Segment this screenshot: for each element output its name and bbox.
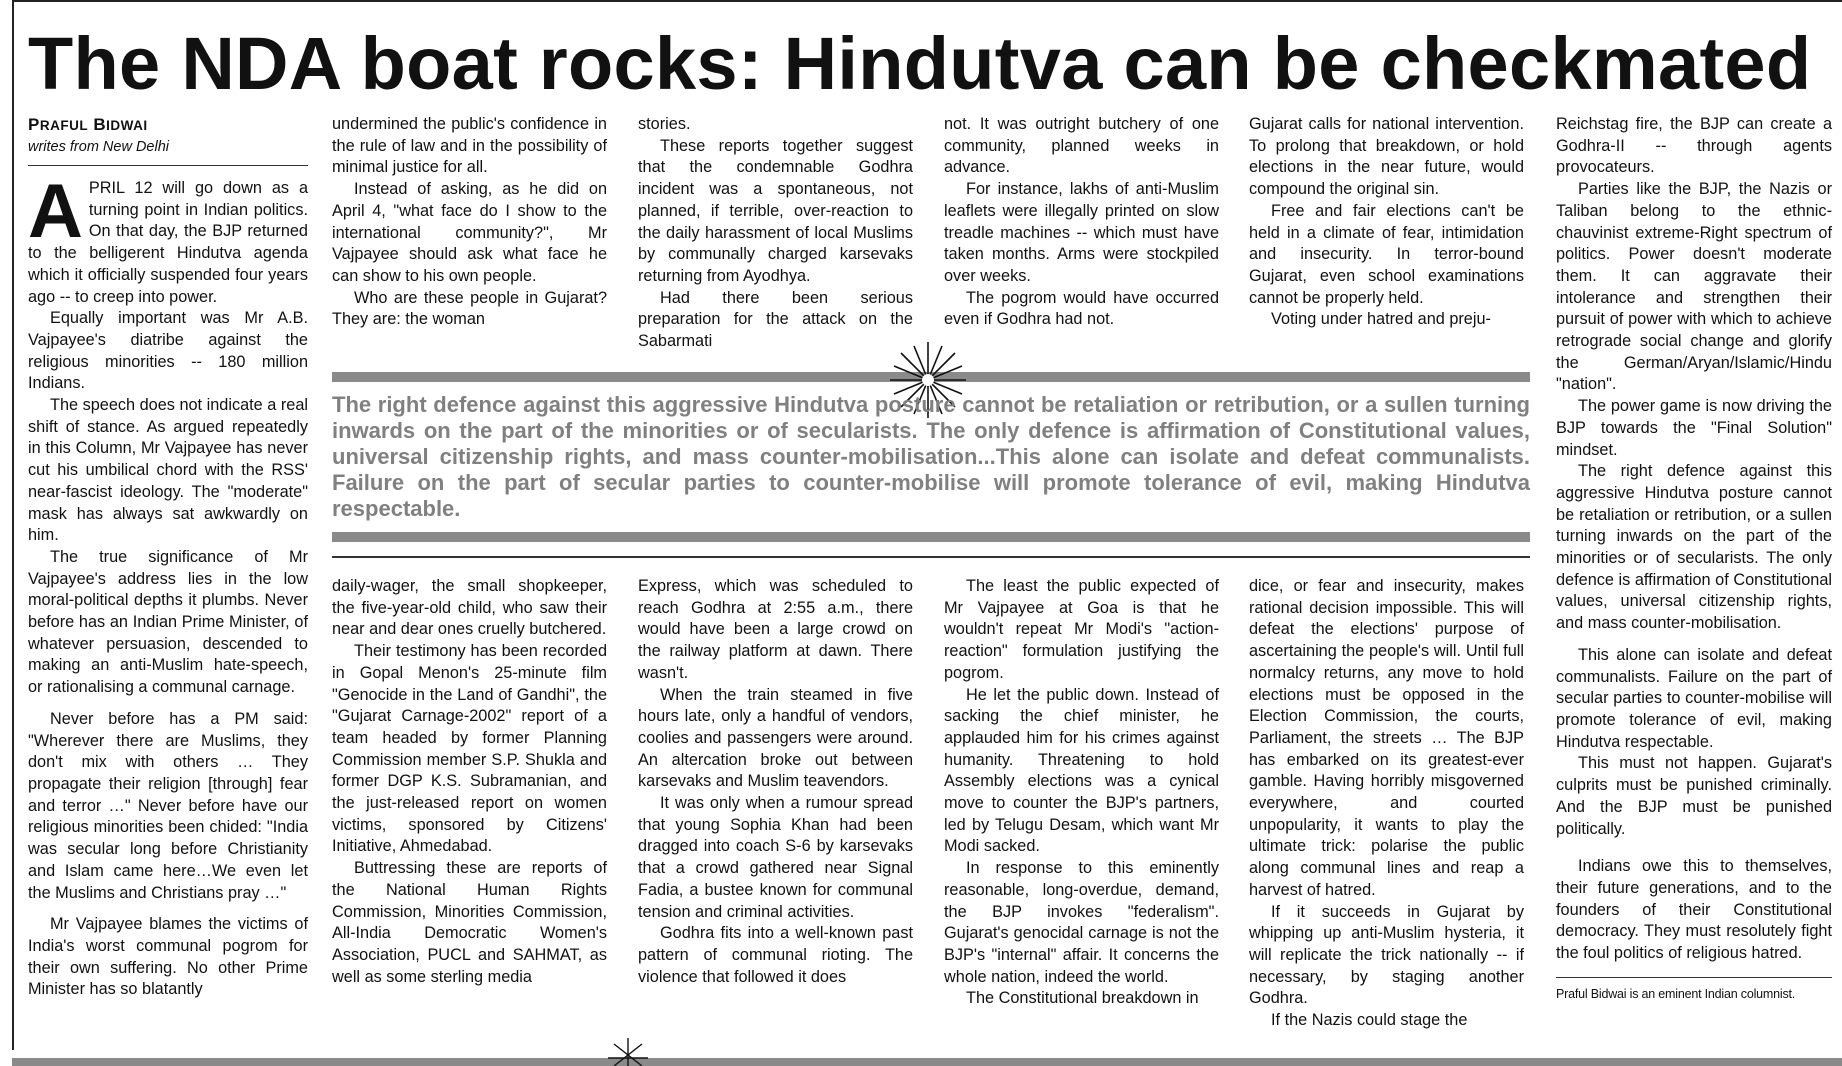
article-paragraph: not. It was outright butchery of one community, planned weeks in advance. [944,115,1219,177]
article-paragraph: Express, which was scheduled to reach Godhra at 2:55 a.m., there would have been a large crowd on the railway platform at dawn. There wasn't. [638,577,913,682]
column-4-bottom [944,576,1219,1036]
article-paragraph: Never before has a PM said: "Wherever there are Muslims, they don't mix with others … They propagate their religion [through] fear and terror …" Never before have our religious minorities been chided: "India was secular long before Christianity and Islam came here…We even let the Muslims and Christians pray …" [28,709,308,902]
column-6 [1556,114,1832,1054]
drop-cap: A [28,169,83,254]
article-paragraph: Voting under hatred and preju- [1271,310,1491,329]
article-paragraph: The pogrom would have occurred even if Godhra had not. [944,288,1219,329]
column-3-top [638,114,913,351]
footer-bar [12,1058,1842,1066]
article-paragraph: The power game is now driving the BJP towards the "Final Solution" mindset. [1556,397,1832,459]
article-paragraph: These reports together suggest that the condemnable Godhra incident was a spontaneous, not planned, if terrible, over-reaction to the daily harassment of local Muslims by communally charged karsevaks returning from Ayodhya. [638,136,913,285]
article-paragraph: Free and fair elections can't be held in a climate of fear, intimidation and insecurity. In terror-bound Gujarat, even school examinations cannot be properly held. [1249,201,1524,307]
headline: The NDA boat rocks: Hindutva can be checkmated [28,22,1812,105]
article-paragraph: APRIL 12 will go down as a turning point in Indian politics. On that day, the BJP returned to the belligerent Hindutva agenda which it officially suspended four years ago -- to creep into power. [28,169,308,306]
article-paragraph: Reichstag fire, the BJP can create a Godhra-II -- through agents provocateurs. [1556,115,1832,177]
article-paragraph: Who are these people in Gujarat? They are: the woman [332,288,607,329]
column-4-top [944,114,1219,334]
author-name: PRAFUL BIDWAI [28,115,148,134]
article-paragraph: This must not happen. Gujarat's culprits must be punished criminally. And the BJP must be punished politically. [1556,754,1832,838]
column-2-bottom [332,576,607,1056]
article-paragraph: Equally important was Mr A.B. Vajpayee's diatribe against the religious minorities -- 180 million Indians. [28,309,308,393]
article-paragraph: The right defence against this aggressive Hindutva posture cannot be retaliation or retribution, or a sullen turning inwards on the part of the minorities or of secularists. The only defence is affirmation of Constitutional values, universal citizenship rights, and mass counter-mobilisation. [1556,462,1832,633]
article-paragraph: It was only when a rumour spread that young Sophia Khan had been dragged into coach S-6 by karsevaks that a crowd gathered near Signal Fadia, a bustee known for communal tension and criminal activities. [638,794,913,921]
author-location: writes from New Delhi [28,139,169,155]
article-paragraph: The speech does not indicate a real shift of stance. As argued repeatedly in this Column, Mr Vajpayee has never cut his umbilical chord with the RSS' near-fascist ideology. The "moderate" mask has always sat awkwardly on him. [28,396,308,545]
article-paragraph: dice, or fear and insecurity, makes rational decision impossible. This will defeat the elections' purpose of ascertaining the people's will. Until full normalcy returns, any move to hold elections must be opposed in the Election Commission, the courts, Parliament, the streets … The BJP has embarked on its greatest-ever gamble. Having horribly misgoverned everywhere, and courted unpopularity, it wants to play the ultimate trick: polarise the public along communal lines and reap a harvest of hatred. [1249,577,1524,899]
article-paragraph: Instead of asking, as he did on April 4, "what face do I show to the international community?", Mr Vajpayee should ask what face he can show to his own people. [332,180,607,285]
column-5-top [1249,114,1524,334]
byline-rule [28,165,308,166]
author-credit: Praful Bidwai is an eminent Indian columnist. [1556,986,1796,1001]
article-paragraph: Mr Vajpayee blames the victims of India's worst communal pogrom for their own suffering. No other Prime Minister has so blatantly [28,915,308,999]
article-paragraph: daily-wager, the small shopkeeper, the five-year-old child, who saw their near and dear ones cruelly butchered. [332,577,607,639]
article-paragraph: If it succeeds in Gujarat by whipping up anti-Muslim hysteria, it will replicate the trick nationally -- if necessary, by staging another Godhra. [1249,902,1524,1008]
article-paragraph: The Constitutional breakdown in [966,989,1199,1008]
article-paragraph: Parties like the BJP, the Nazis or Taliban belong to the ethnic-chauvinist extreme-Right spectrum of politics. Power doesn't moderate them. It can aggravate their intolerance and strengthen their pursuit of power with which to achieve retrograde social change and glorify the German/Aryan/Islamic/Hindu "nation". [1556,180,1832,394]
article-paragraph: undermined the public's confidence in the rule of law and in the possibility of minimal justice for all. [332,115,607,177]
article-paragraph: The least the public expected of Mr Vajpayee at Goa is that he wouldn't repeat Mr Modi's "action-reaction" formulation justifying the pogrom. [944,577,1219,682]
page-edge-frame [0,0,14,1050]
column-5-bottom [1249,576,1524,1036]
article-paragraph: When the train steamed in five hours late, only a handful of vendors, coolies and passengers were around. An altercation broke out between karsevaks and Muslim teavendors. [638,685,913,791]
article-paragraph: This alone can isolate and defeat communalists. Failure on the part of secular parties to counter-mobilise will promote tolerance of evil, making Hindutva respectable. [1556,645,1832,751]
section-rule [332,556,1530,558]
credit-rule [1556,977,1832,978]
article-paragraph: Had there been serious preparation for the attack on the Sabarmati [638,288,913,351]
article-paragraph: Gujarat calls for national intervention. To prolong that breakdown, or hold elections in the near future, would compound the original sin. [1249,115,1524,199]
article-paragraph: If the Nazis could stage the [1271,1011,1468,1030]
column-3-bottom [638,576,913,1036]
article-paragraph: In response to this eminently reasonable, long-overdue, demand, the BJP invokes "federalism". Gujarat's genocidal carnage is not the BJP's "internal" affair. It concerns the whole nation, indeed the world. [944,859,1219,986]
article-paragraph: Godhra fits into a well-known past pattern of communal rioting. The violence that followed it does [638,924,913,986]
article-paragraph: Buttressing these are reports of the National Human Rights Commission, Minorities Commission, All-India Democratic Women's Association, PUCL and SAHMAT, as well as some sterling media [332,859,607,986]
article-paragraph: Indians owe this to themselves, their future generations, and to the founders of their Constitutional democracy. They must resolutely fight the foul politics of religious hatred. [1556,857,1832,963]
footer-starburst-ornament [606,1036,650,1066]
column-2-top [332,114,607,334]
column-1 [28,114,308,1054]
article-paragraph: Their testimony has been recorded in Gopal Menon's 25-minute film "Genocide in the Land of Gandhi", the "Gujarat Carnage-2002" report of a team headed by former Planning Commission member S.P. Shukla and former DGP K.S. Subramanian, and the just-released report on women victims, sponsored by Citizens' Initiative, Ahmedabad. [332,642,607,856]
top-rule [12,0,1842,2]
pullquote-bottom-bar [332,532,1530,542]
article-paragraph: For instance, lakhs of anti-Muslim leaflets were illegally printed on slow treadle machines -- which must have taken months. Arms were stockpiled over weeks. [944,180,1219,285]
pull-quote: The right defence against this aggressive Hindutva posture cannot be retaliation or retribution, or a sullen turning inwards on the part of the minorities or of secularists. The only defence is affirmation of Constitutional values, universal citizenship rights, and mass counter-mobilisation...This alone can isolate and defeat communalists. Failure on the part of secular parties to counter-mobilise will promote tolerance of evil, making Hindutva respectable. [332,392,1530,521]
article-paragraph: stories. [638,115,691,133]
article-paragraph: The true significance of Mr Vajpayee's address lies in the low moral-political depths it plumbs. Never before has an Indian Prime Minister, of whatever persuasion, descended to making an anti-Muslim hate-speech, or rationalising a communal carnage. [28,547,308,697]
article-paragraph: He let the public down. Instead of sacking the chief minister, he applauded him for his crimes against humanity. Threatening to hold Assembly elections was a cynical move to counter the BJP's partners, led by Telugu Desam, which want Mr Modi sacked. [944,685,1219,856]
